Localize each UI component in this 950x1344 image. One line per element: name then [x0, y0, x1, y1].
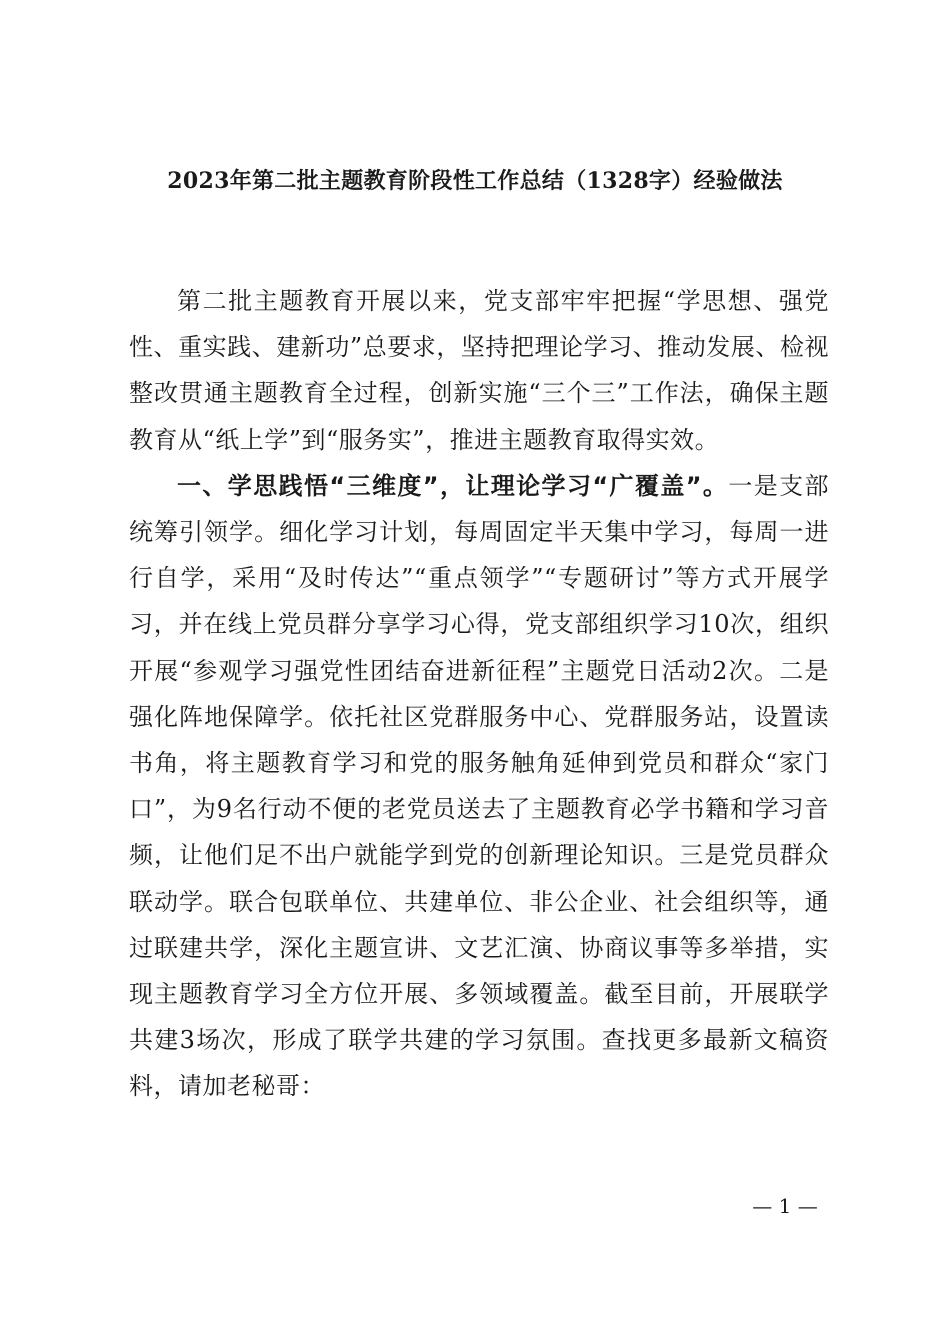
- page-number: — 1 —: [752, 1194, 818, 1218]
- intro-paragraph: 第二批主题教育开展以来，党支部牢牢把握“学思想、强党性、重实践、建新功”总要求，坚持把理论学习、推动发展、检视整改贯通主题教育全过程，创新实施“三个三”工作法，确保主题教育从“纸上学”到“服务实”，推进主题教育取得实效。: [129, 287, 829, 454]
- section-1-paragraph: [129, 463, 829, 1110]
- document-title: 2023年第二批主题教育阶段性工作总结（1328字）经验做法: [167, 168, 783, 194]
- section-1-body: 一是支部统筹引领学。细化学习计划，每周固定半天集中学习，每周一进行自学，采用“及时传达”“重点领学”“专题研讨”等方式开展学习，并在线上党员群分享学习心得，党支部组织学习10次，组织开展“参观学习强党性团结奋进新征程”主题党日活动2次。二是强化阵地保障学。依托社区党群服务中心、党群服务站，设置读书角，将主题教育学习和党的服务触角延伸到党员和群众“家门口”，为9名行动不便的老党员送去了主题教育必学书籍和学习音频，让他们足不出户就能学到党的创新理论知识。三是党员群众联动学。联合包联单位、共建单位、非公企业、社会组织等，通过联建共学，深化主题宣讲、文艺汇演、协商议事等多举措，实现主题教育学习全方位开展、多领域覆盖。截至目前，开展联学共建3场次，形成了联学共建的学习氛围。查找更多最新文稿资料，请加老秘哥：: [129, 471, 830, 1101]
- section-1-heading: 一、学思践悟“三维度”，让理论学习“广覆盖”。: [177, 471, 729, 500]
- document-body: [129, 278, 829, 1110]
